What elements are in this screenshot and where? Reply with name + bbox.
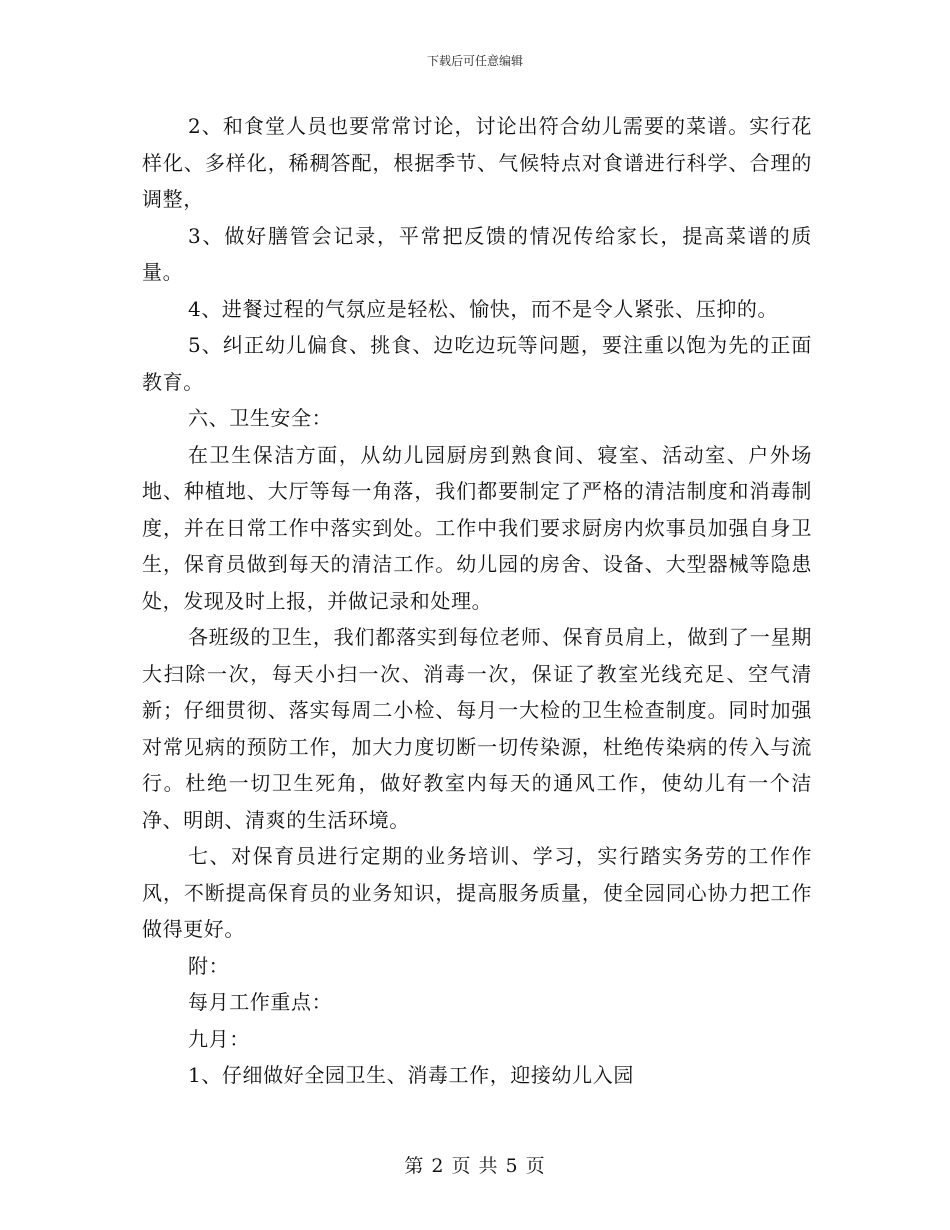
list-item: 1、仔细做好全园卫生、消毒工作，迎接幼儿入园 [188,1063,634,1087]
document-body [142,108,812,1094]
paragraph: 在卫生保洁方面，从幼儿园厨房到熟食间、寝室、活动室、户外场地、种植地、大厅等每一角落，我们都要制定了严格的清洁制度和消毒制度，并在日常工作中落实到处。工作中我们要求厨房内炊事员加强自身卫生，保育员做到每天的清洁工作。幼儿园的房舍、设备、大型器械等隐患处，发现及时上报，并做记录和处理。 [142,442,812,613]
paragraph: 2、和食堂人员也要常常讨论，讨论出符合幼儿需要的菜谱。实行花样化、多样化，稀稠答配，根据季节、气候特点对食谱进行科学、合理的调整， [142,114,812,211]
appendix-label: 附： [188,953,230,978]
paragraph: 七、对保育员进行定期的业务培训、学习，实行踏实务劳的工作作风，不断提高保育员的业务知识，提高服务质量，使全园同心协力把工作做得更好。 [142,844,812,941]
paragraph: 5、纠正幼儿偏食、挑食、边吃边玩等问题，要注重以饱为先的正面教育。 [142,333,812,394]
paragraph: 3、做好膳管会记录，平常把反馈的情况传给家长，提高菜谱的质量。 [142,223,812,284]
header-note: 下载后可任意编辑 [426,54,523,68]
section-heading: 六、卫生安全： [188,406,333,430]
paragraph: 各班级的卫生，我们都落实到每位老师、保育员肩上，做到了一星期大扫除一次，每天小扫一次、消毒一次，保证了教室光线充足、空气清新；仔细贯彻、落实每周二小检、每月一大检的卫生检查制度。同时加强对常见病的预防工作，加大力度切断一切传染源，杜绝传染病的传入与流行。杜绝一切卫生死角，做好教室内每天的通风工作，使幼儿有一个洁净、明朗、清爽的生活环境。 [142,625,812,832]
subheading: 每月工作重点： [188,990,333,1014]
page-number-footer: 第 2 页 共 5 页 [404,1155,546,1177]
paragraph: 4、进餐过程的气氛应是轻松、愉快，而不是令人紧张、压抑的。 [188,296,779,321]
month-heading: 九月： [188,1026,250,1051]
